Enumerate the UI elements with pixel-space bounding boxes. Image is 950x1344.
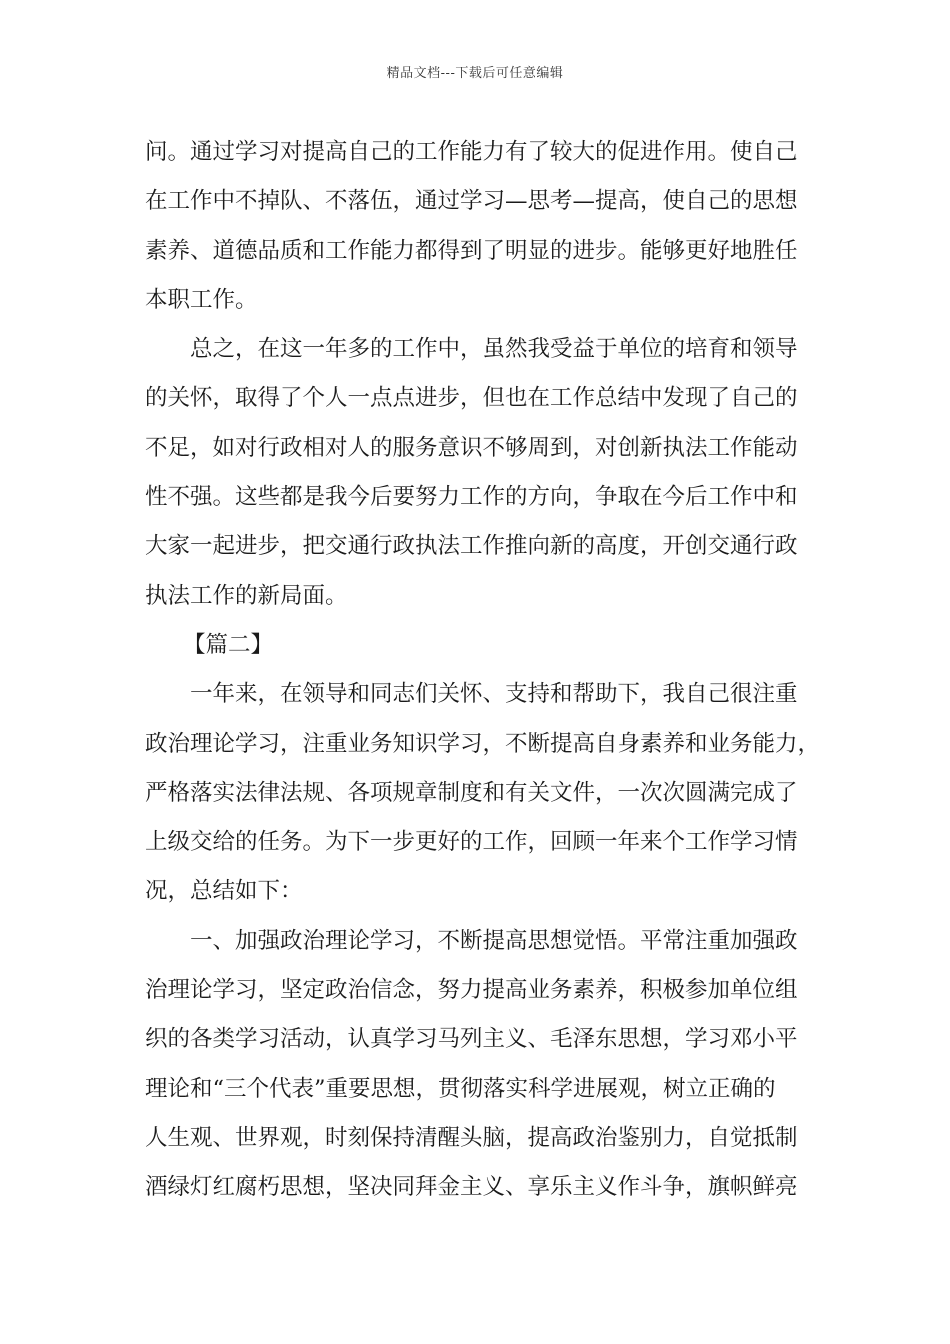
text-line: 政治理论学习，注重业务知识学习，不断提高自身素养和业务能力，	[145, 730, 821, 757]
text-line: 大家一起进步，把交通行政执法工作推向新的高度，开创交通行政	[145, 533, 798, 560]
text-line: 在工作中不掉队、不落伍，通过学习—思考—提高，使自己的思想	[145, 188, 798, 215]
text-line: 织的各类学习活动，认真学习马列主义、毛泽东思想，学习邓小平	[145, 1026, 798, 1053]
text-line: 性不强。这些都是我今后要努力工作的方向，争取在今后工作中和	[145, 484, 798, 511]
text-line: 的关怀，取得了个人一点点进步，但也在工作总结中发现了自己的	[145, 385, 798, 412]
page-header: 精品文档---下载后可任意编辑	[386, 66, 564, 81]
text-line: 一、加强政治理论学习，不断提高思想觉悟。平常注重加强政	[190, 927, 798, 954]
text-line: 治理论学习，坚定政治信念，努力提高业务素养，积极参加单位组	[145, 977, 798, 1004]
text-line: 不足，如对行政相对人的服务意识不够周到，对创新执法工作能动	[145, 434, 798, 461]
text-line: 素养、道德品质和工作能力都得到了明显的进步。能够更好地胜任	[145, 237, 798, 264]
text-line: 总之，在这一年多的工作中，虽然我受益于单位的培育和领导	[190, 336, 798, 363]
text-line: 一年来，在领导和同志们关怀、支持和帮助下，我自己很注重	[190, 681, 798, 708]
text-line: 本职工作。	[145, 286, 258, 313]
text-line: 况，总结如下：	[145, 878, 303, 905]
text-line: 问。通过学习对提高自己的工作能力有了较大的促进作用。使自己	[145, 139, 798, 165]
text-line: 理论和“三个代表”重要思想，贯彻落实科学进展观，树立正确的	[145, 1075, 776, 1102]
text-line: 人生观、世界观，时刻保持清醒头脑，提高政治鉴别力，自觉抵制	[145, 1124, 798, 1151]
text-line: 严格落实法律法规、各项规章制度和有关文件，一次次圆满完成了	[145, 779, 798, 806]
text-line: 酒绿灯红腐朽思想，坚决同拜金主义、享乐主义作斗争，旗帜鲜亮	[145, 1174, 798, 1201]
document-body	[145, 128, 825, 1213]
section-heading: 【篇二】	[183, 631, 274, 658]
text-line: 上级交给的任务。为下一步更好的工作，回顾一年来个工作学习情	[145, 829, 798, 856]
text-line: 执法工作的新局面。	[145, 582, 348, 609]
